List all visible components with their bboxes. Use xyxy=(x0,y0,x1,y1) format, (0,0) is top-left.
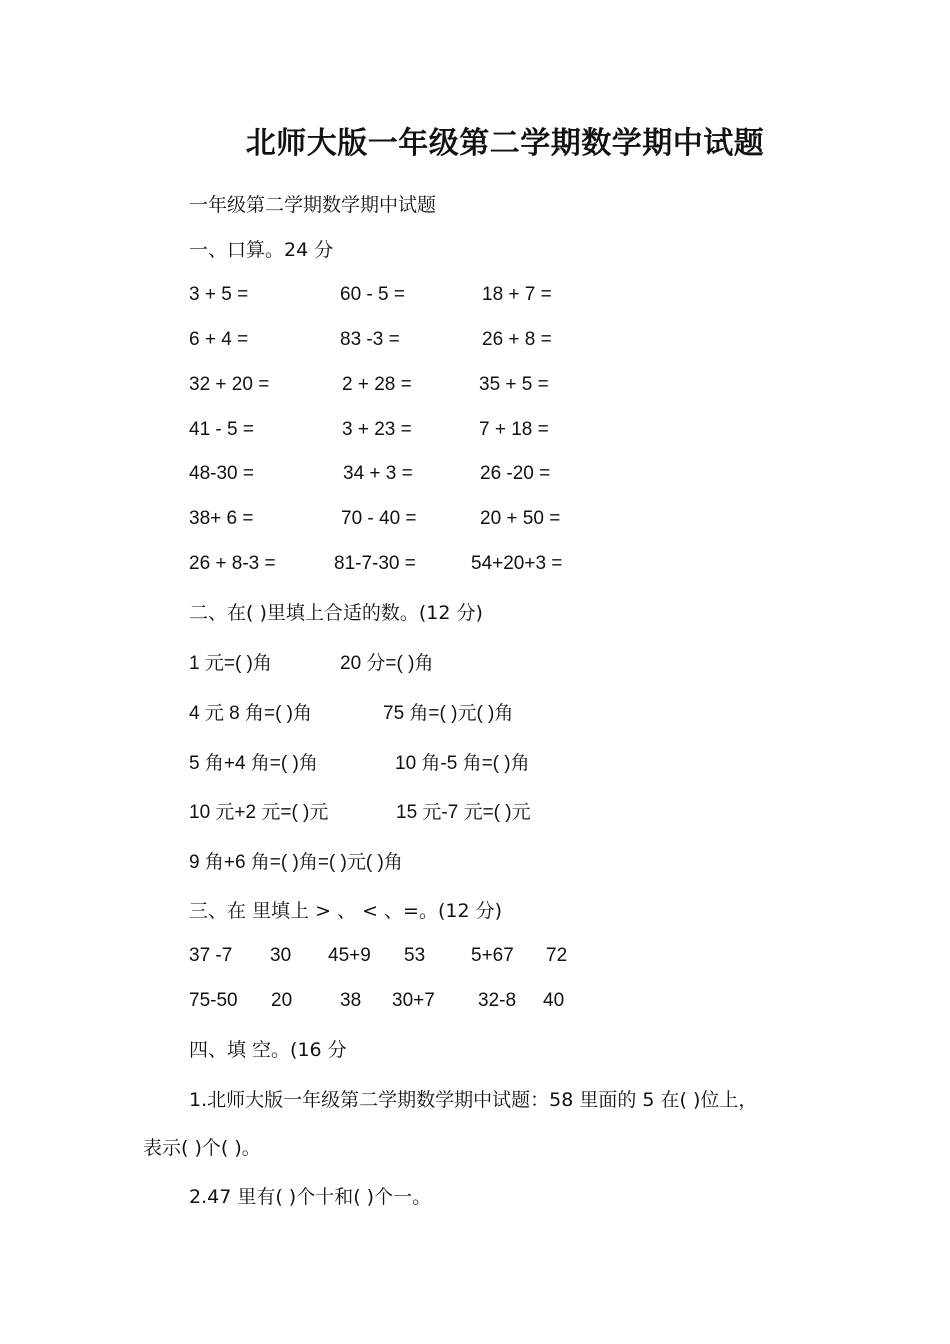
compare-item: 5+67 xyxy=(471,945,514,966)
section4-heading: 四、填 空。(16 分 xyxy=(189,1039,347,1061)
unit-fill-item: 1 元=( )角 xyxy=(189,653,272,674)
compare-item: 72 xyxy=(546,945,568,966)
unit-fill-item: 10 角-5 角=( )角 xyxy=(395,753,530,774)
oral-calc-item: 54+20+3 = xyxy=(471,553,563,574)
unit-fill-item: 10 元+2 元=( )元 xyxy=(189,802,329,823)
compare-item: 32-8 xyxy=(478,990,517,1011)
section2-heading: 二、在( )里填上合适的数。(12 分) xyxy=(189,602,483,624)
unit-fill-item: 20 分=( )角 xyxy=(340,653,434,674)
oral-calc-item: 32 + 20 = xyxy=(189,374,270,395)
oral-calc-item: 3 + 5 = xyxy=(189,284,249,305)
section1-heading: 一、口算。24 分 xyxy=(189,239,334,261)
oral-calc-item: 26 + 8-3 = xyxy=(189,553,276,574)
unit-fill-item: 4 元 8 角=( )角 xyxy=(189,703,312,724)
question-1-line1: 1.北师大版一年级第二学期数学期中试题：58 里面的 5 在( )位上， xyxy=(189,1089,758,1111)
oral-calc-item: 26 -20 = xyxy=(480,463,551,484)
oral-calc-item: 81-7-30 = xyxy=(334,553,416,574)
oral-calc-item: 20 + 50 = xyxy=(480,508,561,529)
unit-fill-item: 9 角+6 角=( )角=( )元( )角 xyxy=(189,852,403,873)
compare-item: 75-50 xyxy=(189,990,238,1011)
compare-item: 37 -7 xyxy=(189,945,233,966)
compare-item: 45+9 xyxy=(328,945,371,966)
compare-item: 40 xyxy=(543,990,565,1011)
oral-calc-item: 60 - 5 = xyxy=(340,284,405,305)
page-title: 北师大版一年级第二学期数学期中试题 xyxy=(245,126,765,161)
unit-fill-item: 75 角=( )元( )角 xyxy=(383,703,514,724)
oral-calc-item: 7 + 18 = xyxy=(479,419,549,440)
oral-calc-item: 18 + 7 = xyxy=(482,284,552,305)
oral-calc-item: 3 + 23 = xyxy=(342,419,412,440)
oral-calc-item: 26 + 8 = xyxy=(482,329,552,350)
compare-item: 30 xyxy=(270,945,292,966)
unit-fill-item: 5 角+4 角=( )角 xyxy=(189,753,318,774)
section3-heading: 三、在 里填上 > 、 < 、=。(12 分) xyxy=(189,900,502,922)
oral-calc-item: 38+ 6 = xyxy=(189,508,254,529)
compare-item: 38 xyxy=(340,990,362,1011)
oral-calc-item: 48-30 = xyxy=(189,463,254,484)
oral-calc-item: 83 -3 = xyxy=(340,329,400,350)
question-2: 2.47 里有( )个十和( )个一。 xyxy=(189,1186,432,1208)
oral-calc-item: 6 + 4 = xyxy=(189,329,249,350)
compare-item: 53 xyxy=(404,945,426,966)
question-1-line2: 表示( )个( )。 xyxy=(143,1137,261,1159)
compare-item: 20 xyxy=(271,990,293,1011)
subtitle: 一年级第二学期数学期中试题 xyxy=(189,194,437,216)
oral-calc-item: 2 + 28 = xyxy=(342,374,412,395)
oral-calc-item: 35 + 5 = xyxy=(479,374,549,395)
unit-fill-item: 15 元-7 元=( )元 xyxy=(396,802,531,823)
compare-item: 30+7 xyxy=(392,990,435,1011)
oral-calc-item: 70 - 40 = xyxy=(341,508,417,529)
oral-calc-item: 41 - 5 = xyxy=(189,419,254,440)
oral-calc-item: 34 + 3 = xyxy=(343,463,413,484)
